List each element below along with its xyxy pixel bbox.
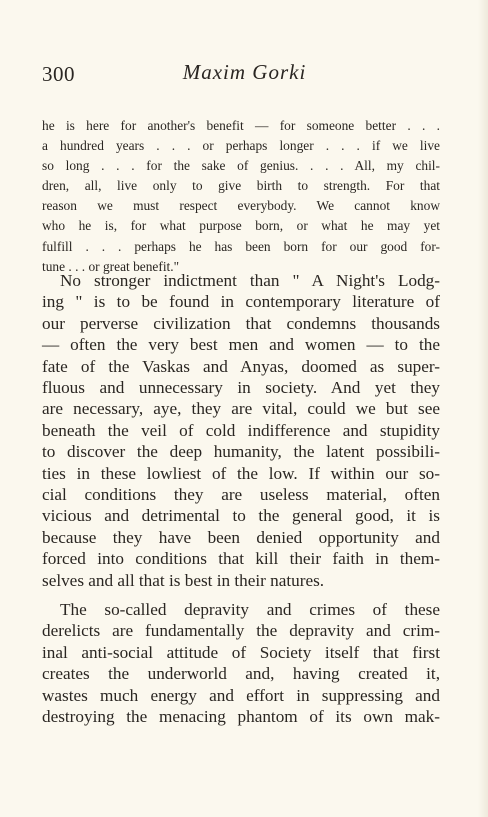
body-line: fate of the Vaskas and Anyas, doomed as super- [42, 356, 440, 376]
body-line: vicious and detrimental to the general good, it is [42, 506, 440, 526]
body-line: cial conditions they are useless material, often [42, 485, 440, 505]
quoted-passage [42, 116, 440, 277]
body-line: are necessary, aye, they are vital, could we but see [42, 399, 440, 419]
body-line: derelicts are fundamentally the depravity and crim- [42, 621, 440, 641]
body-line: The so-called depravity and crimes of these [60, 600, 440, 619]
body-line: our perverse civilization that condemns thousands [42, 313, 440, 333]
body-line: — often the very best men and women — to the [42, 335, 440, 355]
body-line: No stronger indictment than " A Night's Lodg- [60, 271, 440, 290]
quote-line: a hundred years . . . or perhaps longer . . . if we live [42, 138, 440, 154]
quote-line: so long . . . for the sake of genius. . . . All, my chil- [42, 158, 440, 174]
quote-line: dren, all, live only to give birth to strength. For that [42, 178, 440, 194]
body-paragraph-2 [42, 599, 440, 727]
body-line: destroying the menacing phantom of its own mak- [42, 707, 440, 727]
page-number: 300 [42, 62, 75, 86]
body-line: selves and all that is best in their natures. [42, 570, 325, 590]
quote-line: fulfill . . . perhaps he has been born for our good for- [42, 238, 440, 254]
body-line: creates the underworld and, having created it, [42, 664, 440, 684]
body-paragraph-1 [42, 270, 440, 591]
body-line: ing " is to be found in contemporary literature of [42, 292, 440, 312]
quote-line: who he is, for what purpose born, or what he may yet [42, 218, 440, 234]
body-line: ties in these lowliest of the low. If within our so- [42, 463, 440, 483]
body-line: beneath the veil of cold indifference and stupidity [42, 420, 440, 440]
page-edge-shadow [478, 0, 488, 817]
quote-line: reason we must respect everybody. We cannot know [42, 198, 440, 214]
quote-line: tune . . . or great benefit." [42, 258, 180, 274]
quote-line: he is here for another's benefit — for someone better . . . [42, 118, 440, 133]
body-line: because they have been denied opportunity and [42, 527, 440, 547]
running-title: Maxim Gorki [182, 60, 307, 84]
body-line: inal anti-social attitude of Society itself that first [42, 642, 440, 662]
body-line: fluous and unnecessary in society. And yet they [42, 378, 440, 398]
running-header [42, 60, 447, 86]
body-line: wastes much energy and effort in suppressing and [42, 685, 440, 705]
body-line: to discover the deep humanity, the latent possibili- [42, 442, 440, 462]
body-line: forced into conditions that kill their faith in them- [42, 549, 440, 569]
